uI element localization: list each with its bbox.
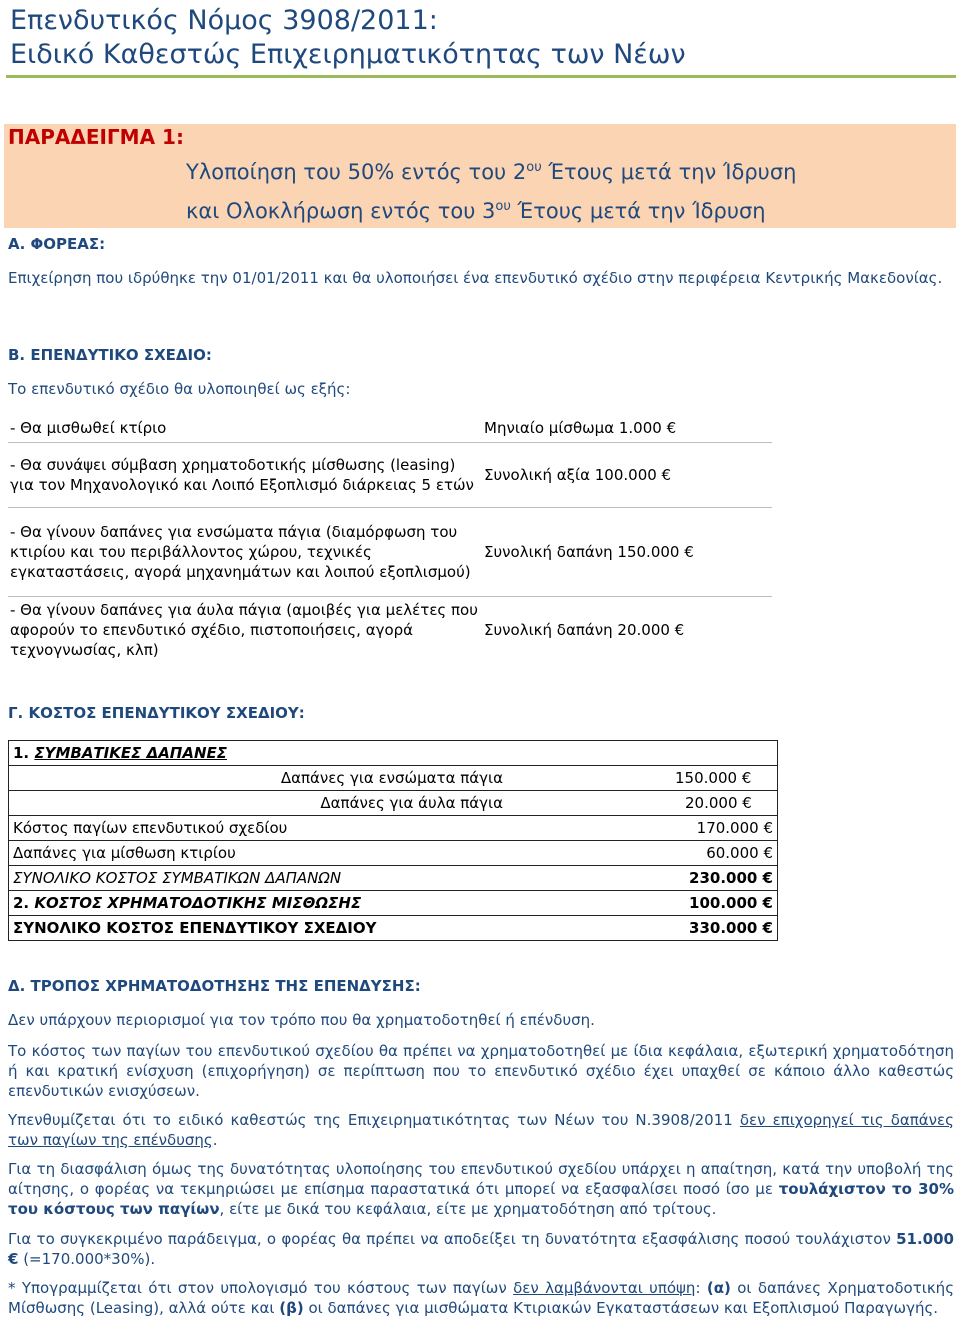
table-row [9,816,778,841]
section-d-p5: Για το συγκεκριμένο παράδειγμα, ο φορέας θα πρέπει να αποδείξει τη δυνατότητα εξασφάλισης ποσού τουλάχιστον 51.000 € (=170.000*30%). [8,1230,954,1268]
table-row [9,841,778,866]
table-row [9,766,778,791]
section-b-heading: Β. ΕΠΕΝΔΥΤΙΚΟ ΣΧΕΔΙΟ: [8,346,212,364]
table-row [8,508,772,597]
rent-label: Δαπάνες για μίσθωση κτιρίου [9,841,556,866]
row-desc: - Θα μισθωθεί κτίριο [10,419,167,437]
leasing-label: 2. ΚΟΣΤΟΣ ΧΡΗΜΑΤΟΔΟΤΙΚΗΣ ΜΙΣΘΩΣΗΣ [9,891,556,916]
table-row [8,414,772,443]
table-row [9,741,778,766]
tangible-value: 150.000 € [555,766,778,791]
conv-total-value: 230.000 € [555,866,778,891]
intangible-value: 20.000 € [555,791,778,816]
intangible-label: Δαπάνες για άυλα πάγια [9,791,556,816]
row-desc: - Θα γίνουν δαπάνες για άυλα πάγια (αμοιβές για μελέτες που αφορούν το επενδυτικό σχέδιο, πιστοποιήσεις, αγορά τεχνογνωσίας, κλπ) [10,601,478,659]
banner-line-2: και Ολοκλήρωση εντός του $3^{o\upsilon}$ Έτους μετά την Ίδρυση [186,199,766,223]
row-desc: - Θα γίνουν δαπάνες για ενσώματα πάγια (διαμόρφωση του κτιρίου και του περιβάλλοντος χώρου, τεχνικές εγκαταστάσεις, αγορά μηχανημάτων και λοιπού εξοπλισμού) [10,523,471,581]
cost-table [8,740,778,941]
table-row [9,916,778,941]
section-d-p2: Το κόστος των παγίων του επενδυτικού σχεδίου θα πρέπει να χρηματοδοτηθεί με ίδια κεφάλαια, εξωτερική χρηματοδότηση ή και κρατική ενίσχυση (επιχορήγηση) σε περίπτωση που το επενδυτικό σχέδιο έχει υπαχθεί σε κάποιο άλλο καθεστώς επενδυτικών ενισχύσεων. [8,1042,954,1100]
row-value: Συνολική αξία 100.000 € [484,466,672,484]
row-value: Συνολική δαπάνη 150.000 € [484,543,694,561]
example-label: ΠΑΡΑΔΕΙΓΜΑ 1: [8,125,184,149]
table-row [9,866,778,891]
section-d-p3: Υπενθυμίζεται ότι το ειδικό καθεστώς της Επιχειρηματικότητας των Νέων του Ν.3908/2011 δεν επιχορηγεί τις δαπάνες των παγίων της επένδυσης. [8,1111,954,1149]
grand-total-value: 330.000 € [555,916,778,941]
section-c-heading: Γ. ΚΟΣΤΟΣ ΕΠΕΝΔΥΤΙΚΟΥ ΣΧΕΔΙΟΥ: [8,704,305,722]
conv-total-label: ΣΥΝΟΛΙΚΟ ΚΟΣΤΟΣ ΣΥΜΒΑΤΙΚΩΝ ΔΑΠΑΝΩΝ [9,866,556,891]
fixed-value: 170.000 € [555,816,778,841]
grand-total-label: ΣΥΝΟΛΙΚΟ ΚΟΣΤΟΣ ΕΠΕΝΔΥΤΙΚΟΥ ΣΧΕΔΙΟΥ [9,916,556,941]
group-1-header: 1. ΣΥΜΒΑΤΙΚΕΣ ΔΑΠΑΝΕΣ [9,741,778,766]
rent-value: 60.000 € [555,841,778,866]
section-b-intro: Το επενδυτικό σχέδιο θα υλοποιηθεί ως εξής: [8,380,351,398]
row-value: Συνολική δαπάνη 20.000 € [484,621,685,639]
section-a-heading: Α. ΦΟΡΕΑΣ: [8,235,106,253]
section-d-p1: Δεν υπάρχουν περιορισμοί για τον τρόπο που θα χρηματοδοτηθεί ή επένδυση. [8,1011,595,1029]
title-rule [6,75,956,78]
table-row [8,443,772,508]
section-d-p4: Για τη διασφάλιση όμως της δυνατότητας υλοποίησης του επενδυτικού σχεδίου υπάρχει η απαίτηση, κατά την υποβολή της αίτησης, ο φορέας να τεκμηριώσει με επίσημα παραστατικά ότι μπορεί να εξασφαλίσει ποσό ίσο με τουλάχιστον το 30% του κόστους των παγίων, είτε με δικά του κεφάλαια, είτε με χρηματοδότηση από τρίτους. [8,1160,954,1218]
section-a-text: Επιχείρηση που ιδρύθηκε την 01/01/2011 και θα υλοποιήσει ένα επενδυτικό σχέδιο στην περιφέρεια Κεντρικής Μακεδονίας. [8,269,943,287]
title-line-2: Ειδικό Καθεστώς Επιχειρηματικότητας των Νέων [10,39,686,70]
table-row [9,791,778,816]
table-row [8,597,772,664]
table-row [9,891,778,916]
tangible-label: Δαπάνες για ενσώματα πάγια [9,766,556,791]
investment-plan-table [8,414,772,663]
title-line-1: Επενδυτικός Νόμος 3908/2011: [10,5,438,36]
banner-line-1: Υλοποίηση του 50% εντός του $2^{o\upsilon}$ Έτους μετά την Ίδρυση [186,160,797,184]
section-d-note: * Υπογραμμίζεται ότι στον υπολογισμό του κόστους των παγίων δεν λαμβάνονται υπόψη: (α) οι δαπάνες Χρηματοδοτικής Μίσθωσης (Leasing), αλλά ούτε και (β) οι δαπάνες για μισθώματα Κτιριακών Εγκαταστάσεων και Εξοπλισμού Παραγωγής. [8,1279,954,1317]
row-value: Μηνιαίο μίσθωμα 1.000 € [484,419,677,437]
fixed-label: Κόστος παγίων επενδυτικού σχεδίου [9,816,556,841]
page-title [10,4,686,72]
row-desc: - Θα συνάψει σύμβαση χρηματοδοτικής μίσθωσης (leasing) για τον Μηχανολογικό και Λοιπό Εξοπλισμό διάρκειας 5 ετών [10,456,474,494]
leasing-value: 100.000 € [555,891,778,916]
section-d-heading: Δ. ΤΡΟΠΟΣ ΧΡΗΜΑΤΟΔΟΤΗΣΗΣ ΤΗΣ ΕΠΕΝΔΥΣΗΣ: [8,977,421,995]
